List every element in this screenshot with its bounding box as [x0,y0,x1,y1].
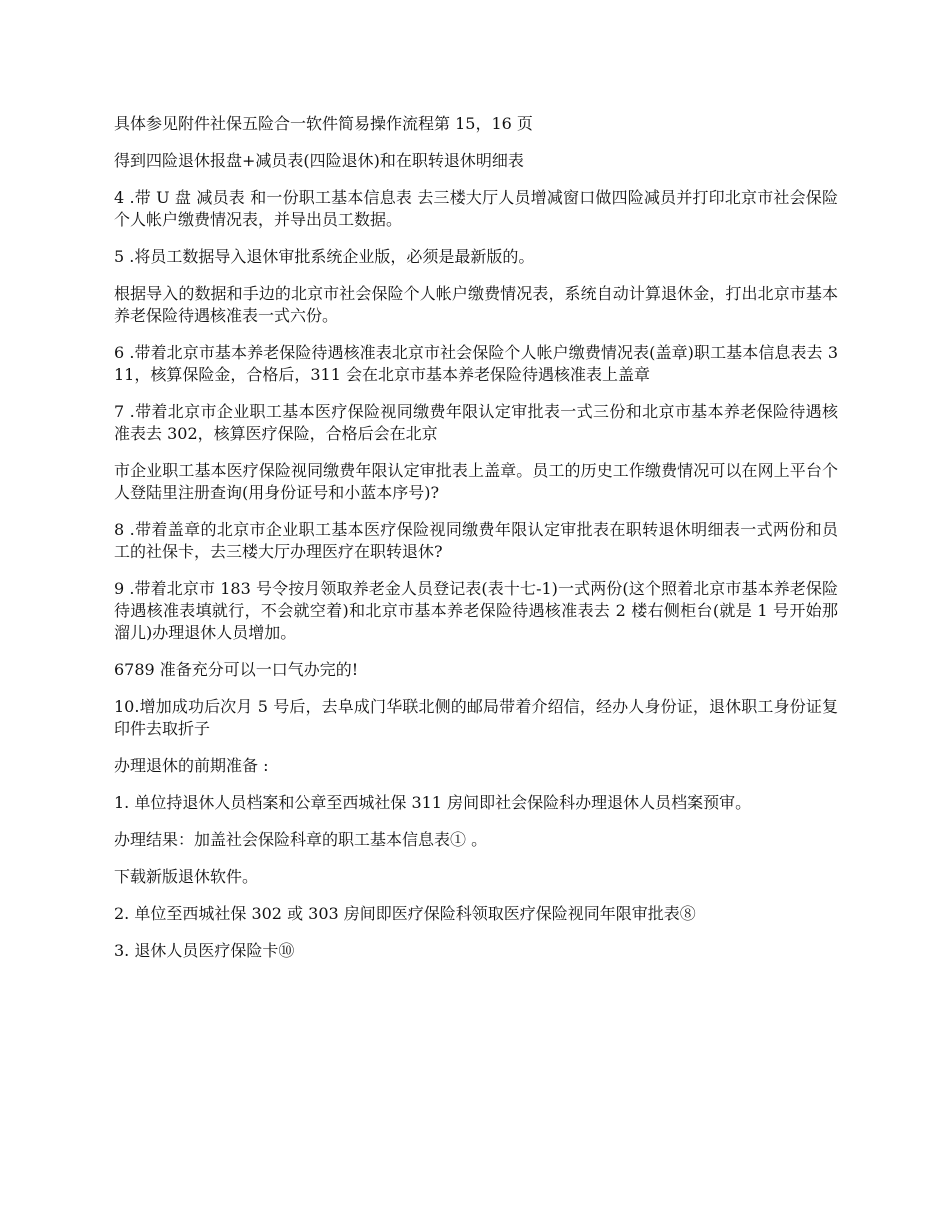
paragraph-step-6: 6 .带着北京市基本养老保险待遇核准表北京市社会保险个人帐户缴费情况表(盖章)职工基本信息表去 311，核算保险金，合格后，311 会在北京市基本养老保险待遇核准表上盖章 [114,343,838,384]
paragraph-step-10: 10.增加成功后次月 5 号后，去阜成门华联北侧的邮局带着介绍信，经办人身份证，退休职工身份证复印件去取折子 [114,697,838,738]
paragraph-download-software: 下载新版退休软件。 [114,867,259,886]
paragraph-steps-6789-note: 6789 准备充分可以一口气办完的! [114,660,359,679]
section-heading-preparation: 办理退休的前期准备 : [114,756,269,775]
paragraph-prep-3: 3. 退休人员医疗保险卡⑩ [114,941,295,960]
paragraph-reference-manual: 具体参见附件社保五险合一软件简易操作流程第 15，16 页 [114,114,533,133]
paragraph-step-8: 8 .带着盖章的北京市企业职工基本医疗保险视同缴费年限认定审批表在职转退休明细表一式两份和员工的社保卡，去三楼大厅办理医疗在职转退休? [114,520,838,561]
paragraph-step-9: 9 .带着北京市 183 号令按月领取养老金人员登记表(表十七-1)一式两份(这个照着北京市基本养老保险待遇核准表填就行，不会就空着)和北京市基本养老保险待遇核准表去 2 楼右侧柜台(就是 1 号开始那溜儿)办理退休人员增加。 [114,579,838,642]
paragraph-prep-1: 1. 单位持退休人员档案和公章至西城社保 311 房间即社会保险科办理退休人员档案预审。 [114,793,752,812]
paragraph-step-7-continued: 市企业职工基本医疗保险视同缴费年限认定审批表上盖章。员工的历史工作缴费情况可以在网上平台个人登陆里注册查询(用身份证号和小蓝本序号)? [114,461,838,502]
paragraph-step-7: 7 .带着北京市企业职工基本医疗保险视同缴费年限认定审批表一式三份和北京市基本养老保险待遇核准表去 302，核算医疗保险，合格后会在北京 [114,402,838,443]
paragraph-prep-1-result: 办理结果：加盖社会保险科章的职工基本信息表① 。 [114,830,488,849]
paragraph-calculate-pension: 根据导入的数据和手边的北京市社会保险个人帐户缴费情况表，系统自动计算退休金，打出北京市基本养老保险待遇核准表一式六份。 [114,284,838,325]
paragraph-step-4: 4 .带 U 盘 减员表 和一份职工基本信息表 去三楼大厅人员增减窗口做四险减员并打印北京市社会保险个人帐户缴费情况表，并导出员工数据。 [114,188,838,229]
paragraph-retirement-report: 得到四险退休报盘+减员表(四险退休)和在职转退休明细表 [114,151,524,170]
paragraph-prep-2: 2. 单位至西城社保 302 或 303 房间即医疗保险科领取医疗保险视同年限审批表⑧ [114,904,696,923]
paragraph-step-5: 5 .将员工数据导入退休审批系统企业版，必须是最新版的。 [114,247,535,266]
